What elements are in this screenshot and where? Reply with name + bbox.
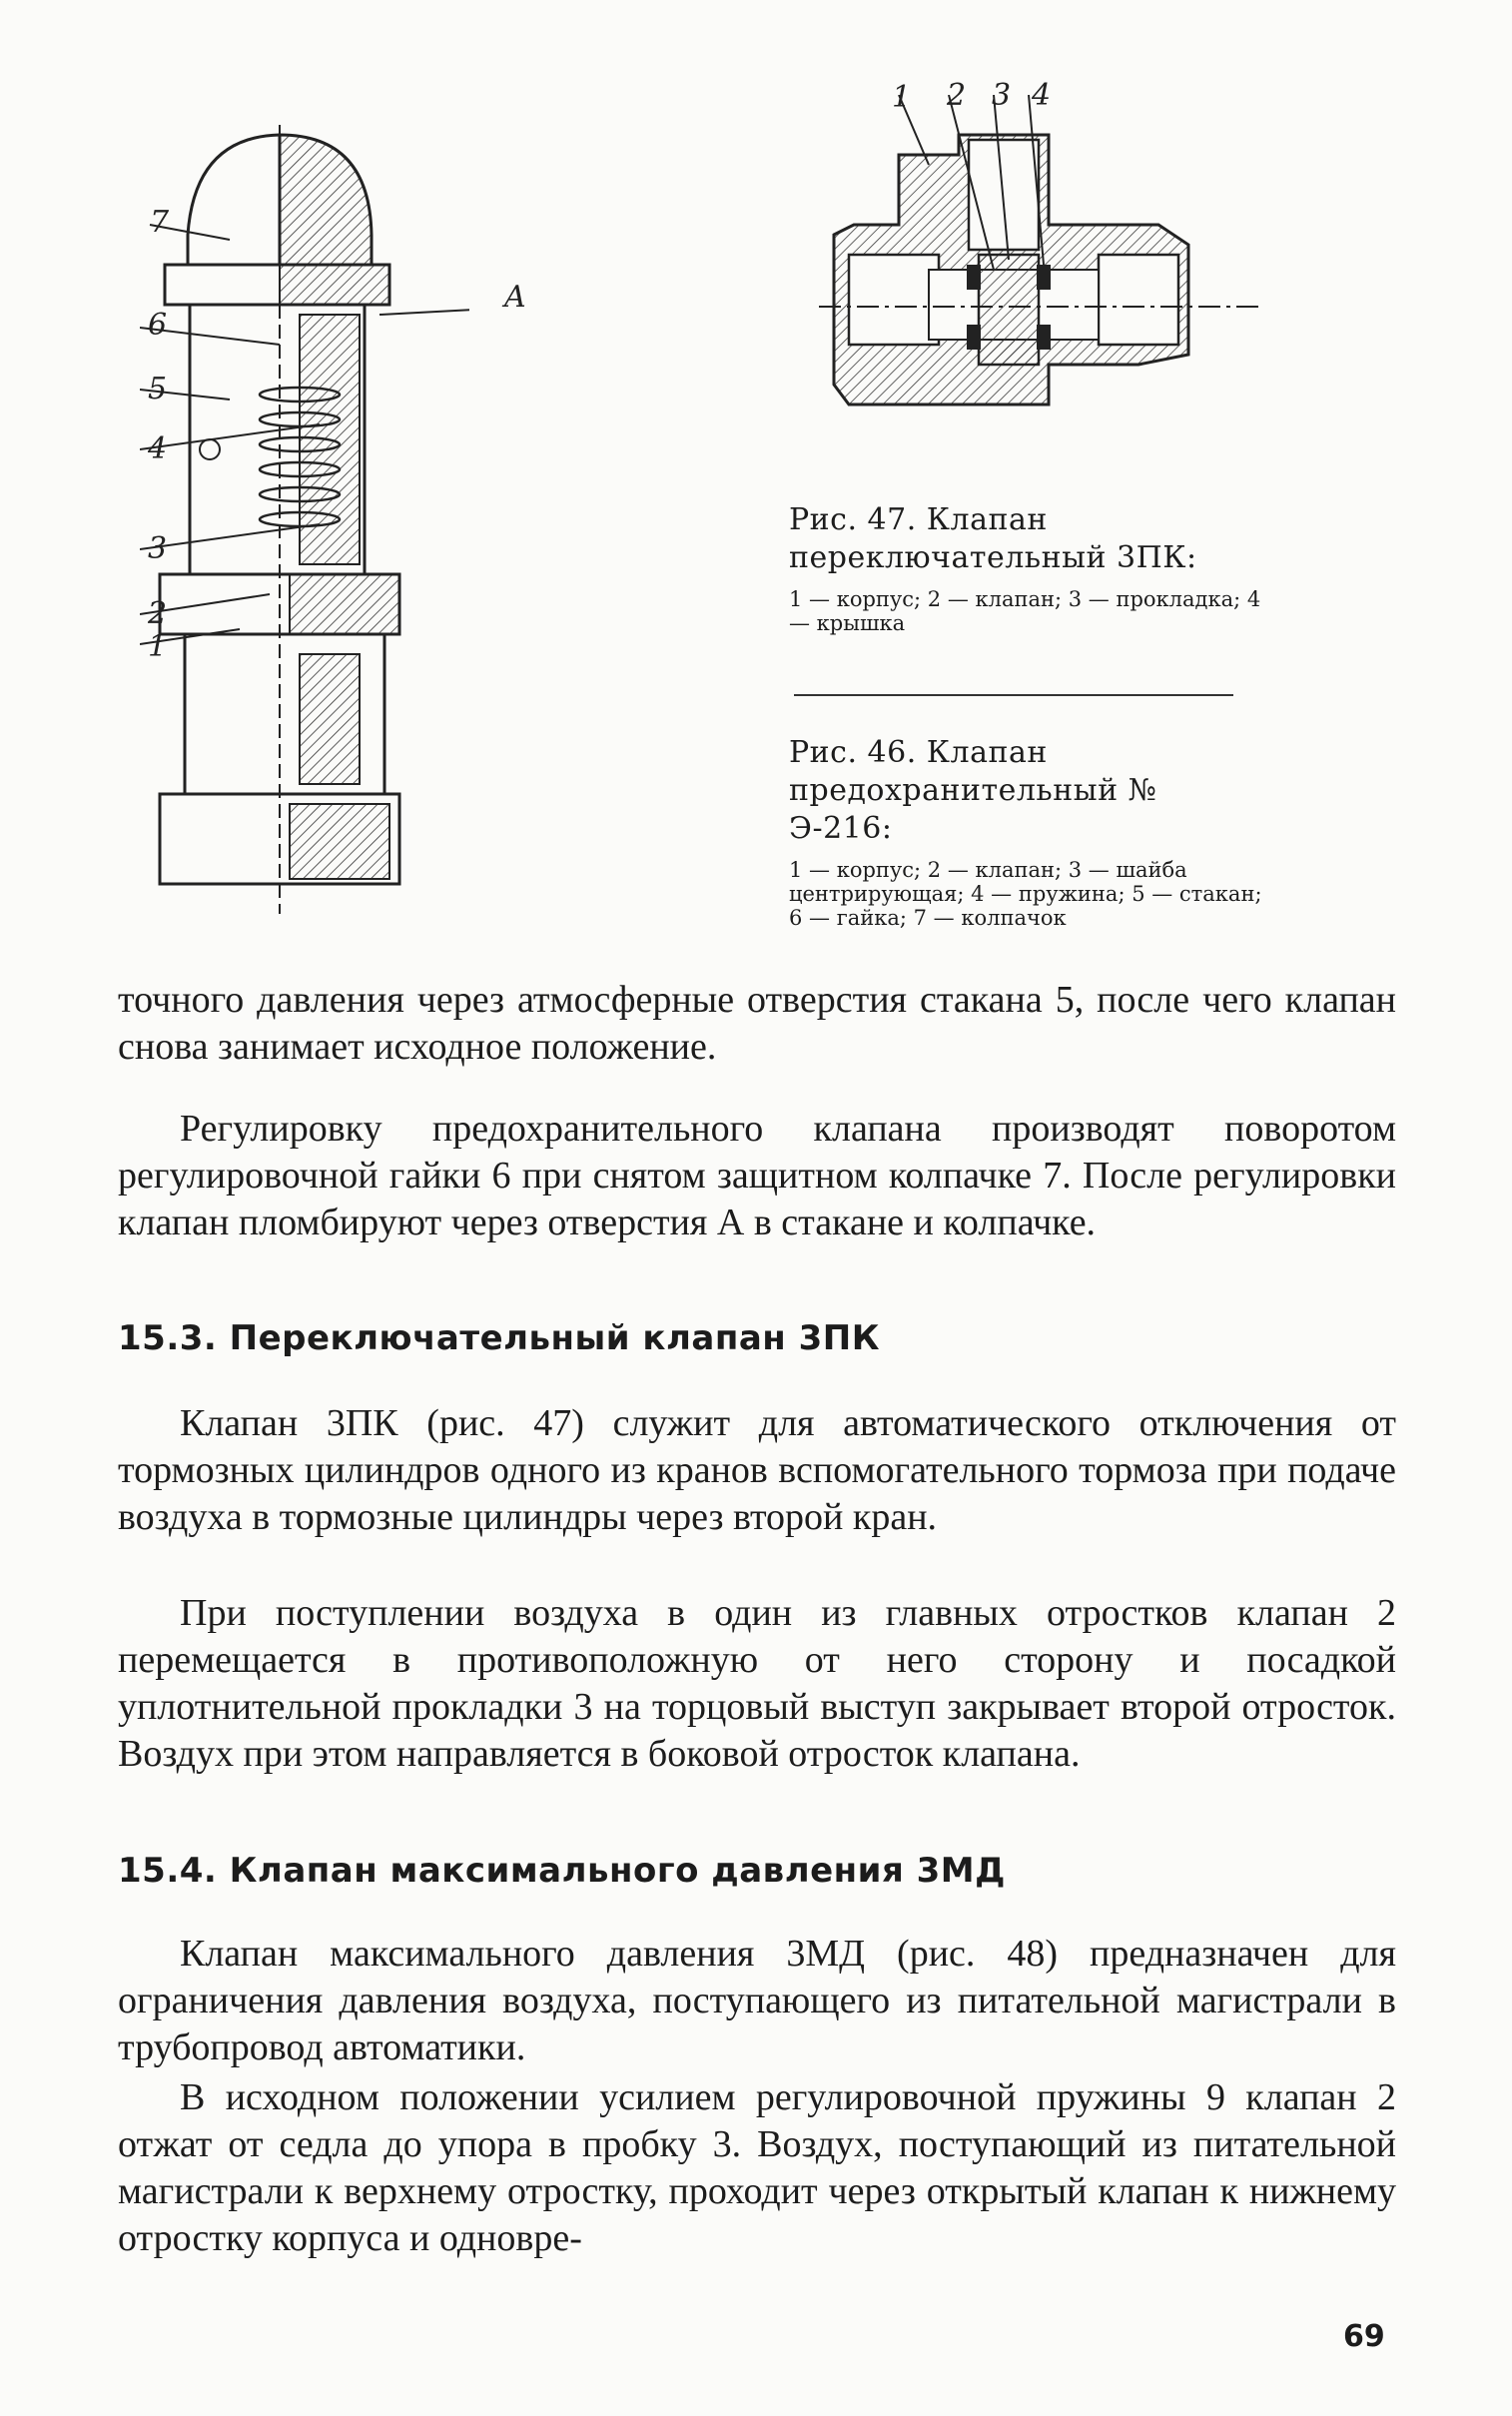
- callout-46-1: 1: [148, 629, 168, 664]
- section-heading-15-3: 15.3. Переключательный клапан 3ПК: [118, 1318, 881, 1358]
- caption-46-legend: 1 — корпус; 2 — клапан; 3 — шайба центрирующая; 4 — пружина; 5 — стакан; 6 — гайка; 7 — колпачок: [789, 858, 1262, 930]
- callout-47-4: 4: [1032, 78, 1052, 113]
- section-heading-15-4: 15.4. Клапан максимального давления 3МД: [118, 1851, 1006, 1891]
- caption-47-legend: 1 — корпус; 2 — клапан; 3 — прокладка; 4 — крышка: [789, 587, 1261, 635]
- figure-47-switching-valve: [819, 95, 1258, 464]
- paragraph-5: Клапан максимального давления 3МД (рис. 48) предназначен для ограничения давления воздуха, поступающего из питательной магистрали в трубопровод автоматики.: [118, 1933, 1396, 2068]
- page-number: 69: [1343, 2319, 1385, 2354]
- paragraph-6: В исходном положении усилием регулировочной пружины 9 клапан 2 отжат от седла до упора в пробку 3. Воздух, поступающий из питательной магистрали к верхнему отростку, проходит через открытый клапан к нижнему отростку корпуса и одновре-: [118, 2076, 1396, 2259]
- caption-divider: [794, 694, 1233, 696]
- paragraph-3: Клапан 3ПК (рис. 47) служит для автоматического отключения от тормозных цилиндров одного из кранов вспомогательного тормоза при подаче воздуха в тормозные цилиндры через второй кран.: [118, 1402, 1396, 1538]
- paragraph-1: точного давления через атмосферные отверстия стакана 5, после чего клапан снова занимает исходное положение.: [118, 979, 1396, 1068]
- callout-46-6: 6: [148, 308, 168, 343]
- callout-47-2: 2: [947, 78, 967, 113]
- figure-46-safety-valve: [140, 115, 469, 924]
- callout-46-2: 2: [148, 596, 168, 631]
- callout-47-1: 1: [892, 80, 912, 115]
- caption-figure-47: [789, 501, 1268, 635]
- callout-46-3: 3: [148, 531, 168, 566]
- callout-46-a: A: [504, 280, 526, 315]
- callout-46-7: 7: [150, 205, 170, 240]
- callout-46-4: 4: [148, 431, 168, 466]
- caption-46-title: Рис. 46. Клапан предохранительный № Э-216:: [789, 735, 1157, 846]
- paragraph-2: Регулировку предохранительного клапана производят поворотом регулировочной гайки 6 при снятом защитном колпачке 7. После регулировки клапан пломбируют через отверстия А в стакане и колпачке.: [118, 1108, 1396, 1243]
- paragraph-4: При поступлении воздуха в один из главных отростков клапан 2 перемещается в противоположную от него сторону и посадкой уплотнительной прокладки 3 на торцовый выступ закрывает второй отросток. Воздух при этом направляется в боковой отросток клапана.: [118, 1592, 1396, 1775]
- caption-figure-46: [789, 734, 1268, 930]
- callout-46-5: 5: [148, 372, 168, 406]
- caption-47-title: Рис. 47. Клапан переключательный 3ПК:: [789, 502, 1197, 575]
- callout-47-3: 3: [992, 78, 1012, 113]
